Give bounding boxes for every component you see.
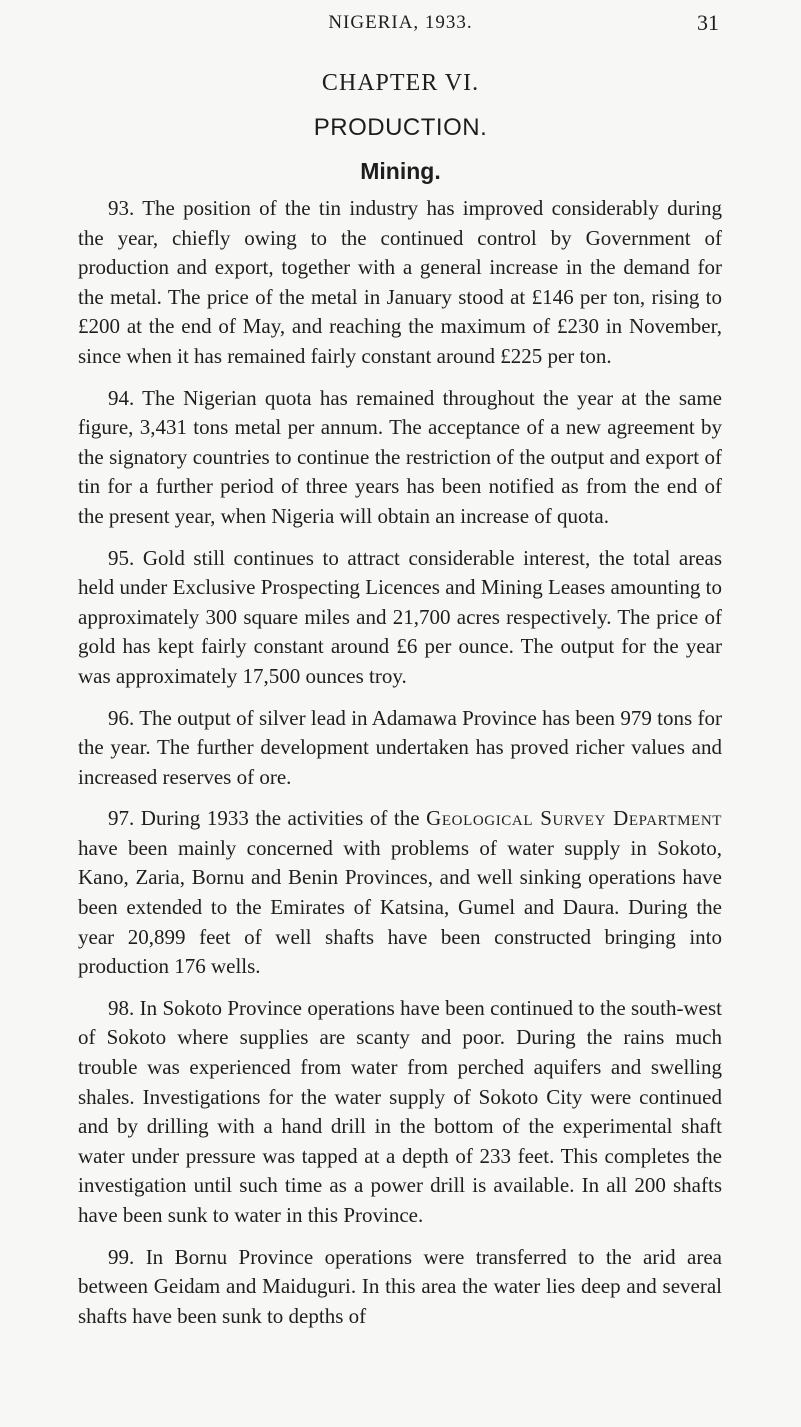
subsection-heading: Mining.	[360, 158, 441, 184]
paragraph-96	[78, 704, 722, 793]
paragraph-94	[78, 384, 722, 532]
paragraph-text: In Sokoto Province operations have been continued to the south-west of Sokoto where supplies are scanty and poor. During the rains much trouble was experienced from water from perched aquifers and swelling shales. Investigations for the water supply of Sokoto City were continued and by drilling with a hand drill in the bottom of the experimental shaft water under pressure was tapped at a depth of 233 feet. This completes the investigation until such time as a power drill is available. In all 200 shafts have been sunk to water in this Province.	[78, 995, 722, 1227]
paragraph-text: The position of the tin industry has improved considerably during the year, chiefly owing to the continued control by Government of production and export, together with a general increase in the demand for the metal. The price of the metal in January stood at £146 per ton, rising to £200 at the end of May, and reaching the maximum of £230 in November, since when it has remained fairly constant around £225 per ton.	[78, 196, 723, 368]
paragraph-text: The output of silver lead in Adamawa Province has been 979 tons for the year. The further development undertaken has proved richer values and increased reserves of ore.	[78, 705, 722, 789]
paragraph-98	[78, 994, 722, 1231]
paragraph-text-start: During 1933 the activities of the	[140, 806, 420, 831]
paragraph-93	[78, 194, 722, 372]
paragraph-text: In Bornu Province operations were transferred to the arid area between Geidam and Maiduguri. In this area the water lies deep and several shafts have been sunk to depths of	[78, 1244, 722, 1328]
paragraph-text-end: have been mainly concerned with problems of water supply in Sokoto, Kano, Zaria, Bornu and Benin Provinces, and well sinking operations have been extended to the Emirates of Katsina, Gumel and Daura. During the year 20,899 feet of well shafts have been constructed bringing into production 176 wells.	[78, 835, 722, 979]
running-header	[0, 10, 801, 40]
department-name: Geological Survey Department	[426, 806, 723, 831]
paragraph-number: 99.	[108, 1244, 135, 1269]
chapter-heading: CHAPTER VI.	[321, 70, 480, 96]
paragraph-text: The Nigerian quota has remained throughout the year at the same figure, 3,431 tons metal per annum. The acceptance of a new agreement by the signatory countries to continue the restriction of the output and export of tin for a further period of three years has been notified as from the end of the present year, when Nigeria will obtain an increase of quota.	[78, 385, 722, 528]
paragraph-number: 95.	[108, 545, 135, 570]
running-title: NIGERIA, 1933.	[328, 12, 473, 33]
paragraph-number: 96.	[108, 705, 135, 730]
paragraph-number: 97.	[108, 806, 135, 831]
paragraph-number: 94.	[108, 385, 135, 410]
paragraph-number: 93.	[108, 196, 135, 220]
paragraph-95	[78, 544, 722, 692]
body-text	[78, 194, 722, 1343]
page-number: 31	[697, 10, 719, 35]
paragraph-99	[78, 1243, 722, 1332]
section-heading: PRODUCTION.	[313, 114, 488, 141]
paragraph-number: 98.	[108, 995, 135, 1020]
paragraph-text: Gold still continues to attract considerable interest, the total areas held under Exclusive Prospecting Licences and Mining Leases amounting to approximately 300 square miles and 21,700 acres respectively. The price of gold has kept fairly constant around £6 per ounce. The output for the year was approximately 17,500 ounces troy.	[78, 545, 723, 688]
paragraph-97	[78, 804, 722, 982]
